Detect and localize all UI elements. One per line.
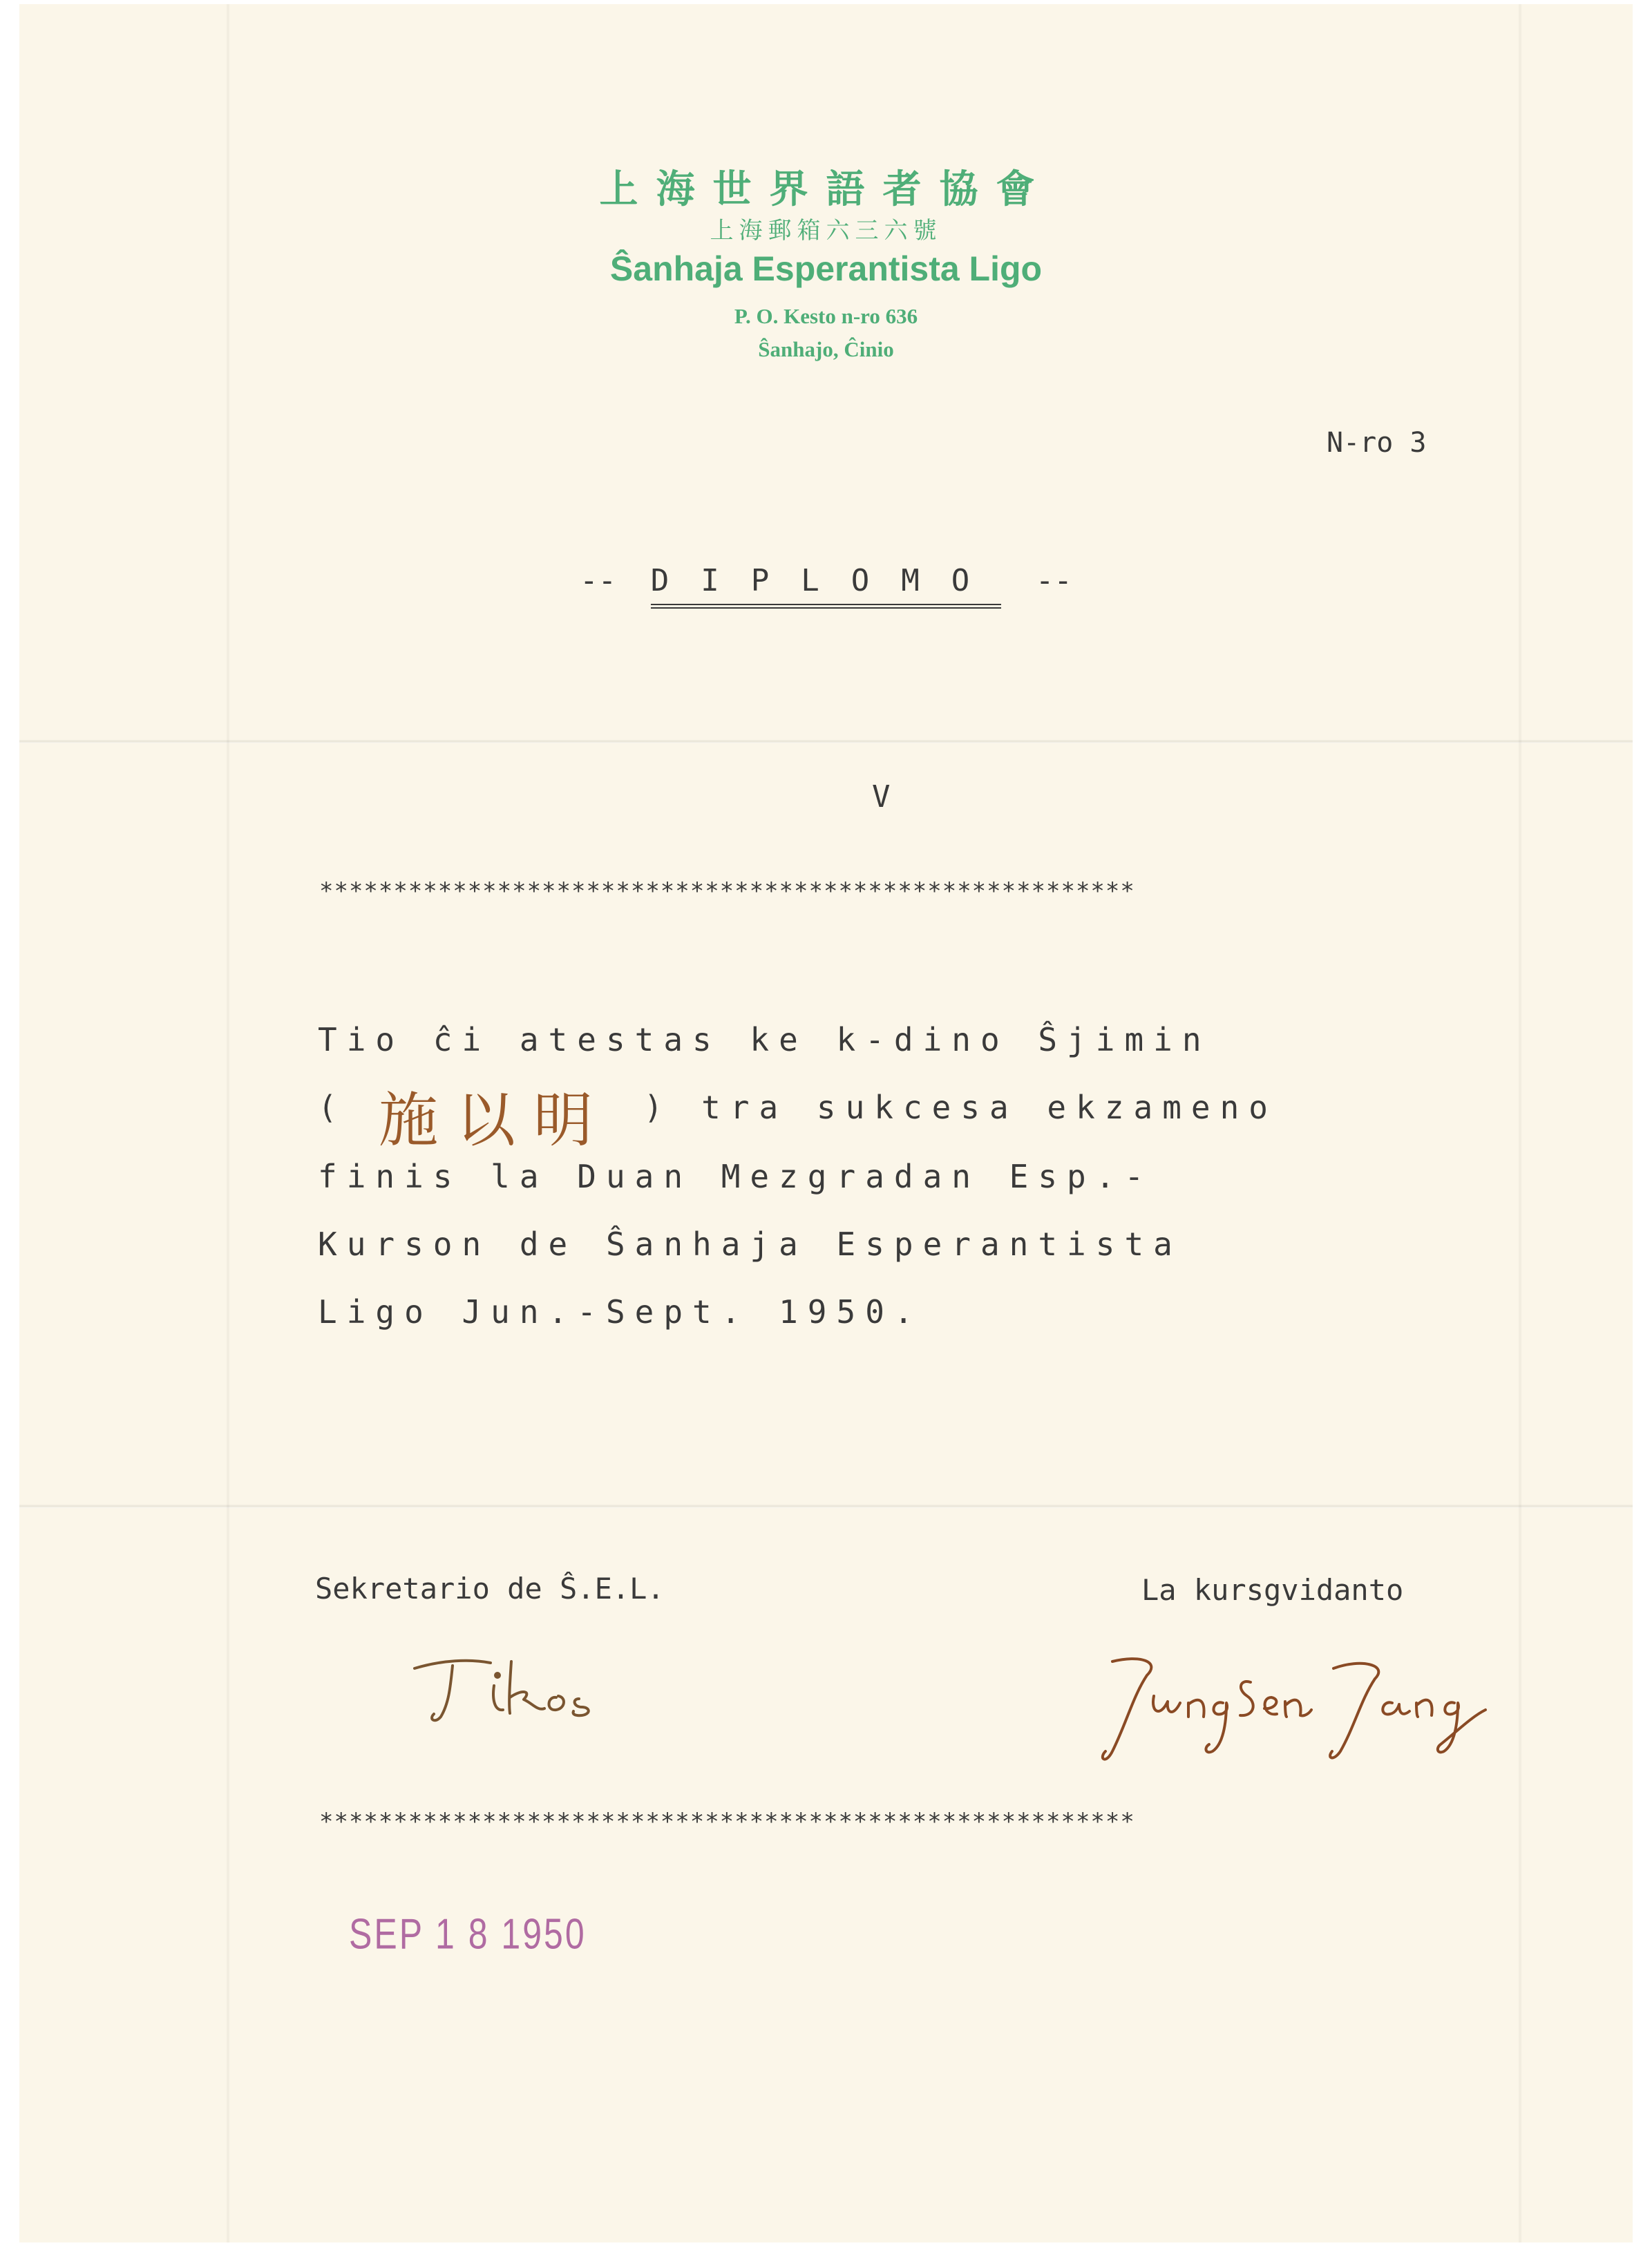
document-title xyxy=(0,563,1652,598)
course-leader-signature xyxy=(1085,1648,1513,1772)
body-line-5: Ligo Jun.-Sept. 1950. xyxy=(318,1293,923,1331)
body-line-4: Kurson de Ŝanhaja Esperantista xyxy=(318,1226,1182,1263)
body-line-3: finis la Duan Mezgradan Esp.- xyxy=(318,1158,1154,1195)
title-right-dash: -- xyxy=(1035,563,1072,598)
letterhead-organization-name: Ŝanhaja Esperantista Ligo xyxy=(609,249,1043,288)
letterhead-chinese-name: 上海世界語者協會 xyxy=(599,166,1053,212)
letterhead-address: P. O. Kesto n-ro 636 xyxy=(734,304,918,328)
body-line-1: Tio ĉi atestas ke k-dino Ŝjimin xyxy=(318,1021,1211,1058)
course-leader-label: La kursgvidanto xyxy=(1141,1573,1404,1607)
body-line-2-open-paren: ( xyxy=(318,1089,347,1126)
title-left-dash: -- xyxy=(580,563,617,598)
separator-bottom: ******************************************************* xyxy=(319,1808,1135,1836)
fold-line xyxy=(19,740,1633,743)
section-mark: V xyxy=(872,779,891,815)
letterhead-city: Ŝanhajo, Ĉinio xyxy=(758,337,894,361)
title-word: DIPLOMO xyxy=(651,563,1001,609)
body-line-2-text: ) tra sukcesa ekzameno xyxy=(643,1089,1278,1126)
document-number: N-ro 3 xyxy=(1327,427,1427,459)
fold-line xyxy=(19,1505,1633,1508)
letterhead-chinese-address: 上海郵箱六三六號 xyxy=(710,217,942,245)
secretary-label: Sekretario de Ŝ.E.L. xyxy=(315,1572,665,1606)
secretary-signature xyxy=(401,1648,636,1731)
handwritten-chinese-name: 施以明 xyxy=(379,1086,611,1155)
date-stamp: SEP 1 8 1950 xyxy=(349,1909,587,1958)
separator-top: ******************************************************* xyxy=(319,877,1135,905)
